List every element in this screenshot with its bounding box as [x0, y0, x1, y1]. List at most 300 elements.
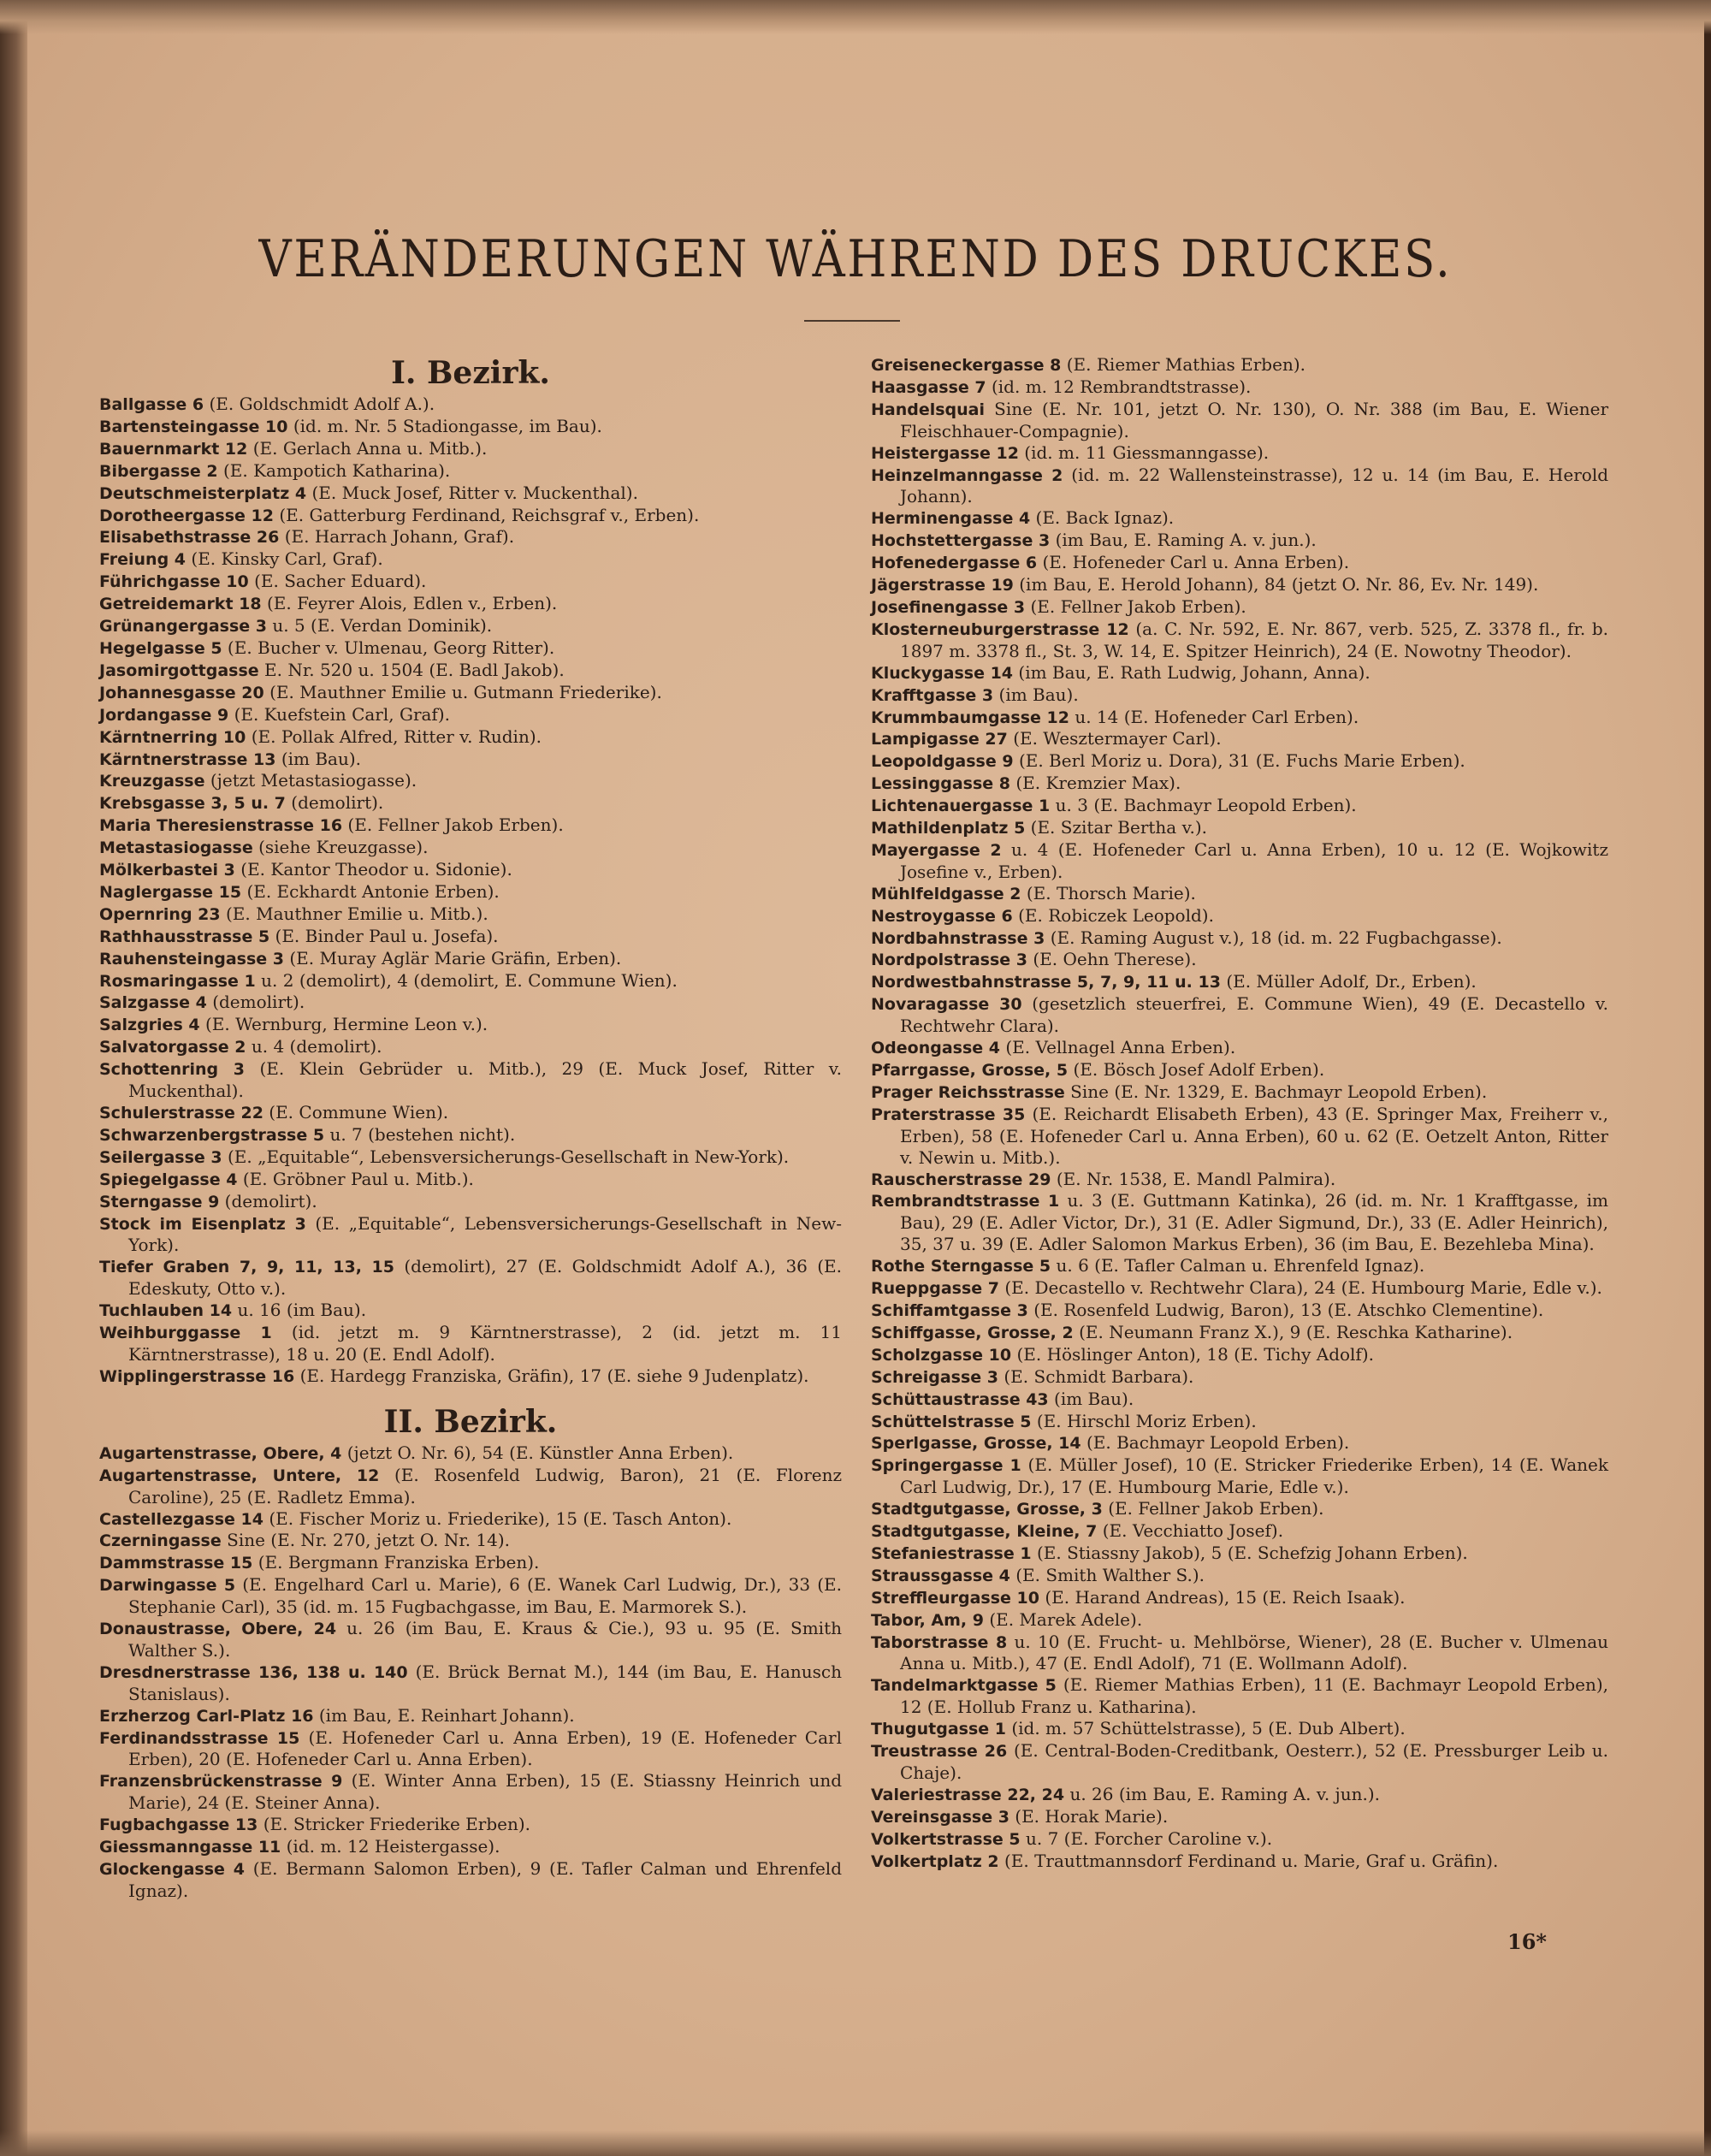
- entry-details: (E. Feyrer Alois, Edlen v., Erben).: [266, 593, 558, 614]
- street-entry: [99, 571, 842, 593]
- street-entry: [871, 1169, 1608, 1191]
- entry-details: (siehe Kreuzgasse).: [258, 837, 429, 858]
- street-entry: [871, 1344, 1608, 1366]
- street-name: Hochstettergasse 3: [871, 531, 1051, 551]
- street-entry: [871, 949, 1608, 971]
- street-name: Lampigasse 27: [871, 730, 1008, 749]
- street-name: Castellezgasse 14: [99, 1509, 263, 1529]
- entry-details: (E. Central-Boden-Creditbank, Oesterr.), 52 (E. Pressburger Leib u. Chaje).: [900, 1740, 1609, 1783]
- street-name: Stadtgutgasse, Grosse, 3: [871, 1500, 1103, 1519]
- street-entry: [99, 1530, 842, 1552]
- street-name: Volkertplatz 2: [871, 1851, 999, 1871]
- street-name: Fugbachgasse 13: [99, 1815, 258, 1835]
- street-entry: [871, 927, 1608, 950]
- entry-details: (E. Stricker Friederike Erben).: [263, 1814, 531, 1835]
- street-entry: [99, 1814, 842, 1836]
- street-entry: [871, 1432, 1608, 1454]
- street-name: Bartensteingasse 10: [99, 417, 288, 436]
- entry-details: u. 16 (im Bau).: [237, 1300, 367, 1321]
- street-name: Jordangasse 9: [99, 705, 229, 725]
- street-name: Thugutgasse 1: [871, 1720, 1006, 1739]
- entry-details: Sine (E. Nr. 270, jetzt O. Nr. 14).: [227, 1530, 511, 1551]
- street-entry: [99, 1014, 842, 1036]
- street-entry: [871, 552, 1608, 574]
- entry-details: (E. Brück Bernat M.), 144 (im Bau, E. Hanusch Stanislaus).: [128, 1661, 843, 1704]
- entry-details: (E. Kuefstein Carl, Graf).: [234, 703, 450, 725]
- street-name: Mayergasse 2: [871, 840, 1002, 860]
- street-entry: [99, 1836, 842, 1858]
- street-name: Seilergasse 3: [99, 1147, 222, 1167]
- entry-details: (E. Kremzier Max).: [1015, 773, 1181, 794]
- entry-details: (E. Harrach Johann, Graf).: [284, 526, 515, 548]
- entry-details: E. Nr. 520 u. 1504 (E. Badl Jakob).: [264, 659, 565, 680]
- street-name: Valeriestrasse 22, 24: [871, 1785, 1065, 1804]
- street-entry: [871, 817, 1608, 839]
- street-name: Rothe Sterngasse 5: [871, 1257, 1051, 1276]
- entry-details: (E. Decastello v. Rechtwehr Clara), 24 (E. Humbourg Marie, Edle v.).: [1004, 1277, 1602, 1299]
- street-name: Kärntnerstrasse 13: [99, 749, 276, 769]
- entry-details: (E. Back Ignaz).: [1035, 507, 1175, 529]
- entry-details: Sine (E. Nr. 101, jetzt O. Nr. 130), O. Nr. 388 (im Bau, E. Wiener Fleischhauer-Compagnie).: [900, 398, 1609, 441]
- street-name: Tandelmarktgasse 5: [871, 1676, 1057, 1696]
- entry-details: (E. Raming August v.), 18 (id. m. 22 Fugbachgasse).: [1050, 927, 1502, 948]
- entry-details: (E. Fischer Moriz u. Friederike), 15 (E. Tasch Anton).: [269, 1507, 732, 1529]
- street-entry: [99, 1465, 842, 1508]
- street-entry: [871, 971, 1608, 993]
- entry-details: (E. Rosenfeld Ludwig, Baron), 13 (E. Atschko Clementine).: [1033, 1299, 1544, 1320]
- entry-details: (id. m. 12 Heistergasse).: [286, 1836, 500, 1857]
- street-list-bezirk-2: [99, 1442, 842, 1902]
- entry-details: (E. Kinsky Carl, Graf).: [191, 548, 383, 570]
- street-name: Volkertstrasse 5: [871, 1829, 1021, 1849]
- street-name: Mühlfeldgasse 2: [871, 884, 1021, 903]
- section-heading-bezirk-2: II. Bezirk.: [383, 1403, 558, 1440]
- street-name: Salzgasse 4: [99, 993, 207, 1013]
- entry-details: (E. Fellner Jakob Erben).: [1030, 595, 1246, 617]
- street-entry: [871, 1632, 1608, 1675]
- entry-details: (E. Harand Andreas), 15 (E. Reich Isaak).: [1045, 1586, 1406, 1608]
- book-binding: [0, 0, 27, 2156]
- street-entry: [99, 1300, 842, 1322]
- street-name: Handelsquai: [871, 400, 986, 419]
- entry-details: (E. Hofeneder Carl u. Anna Erben).: [1042, 552, 1350, 573]
- street-entry: [871, 1037, 1608, 1059]
- street-name: Dorotheergasse 12: [99, 506, 274, 525]
- street-entry: [99, 770, 842, 792]
- entry-details: u. 5 (E. Verdan Dominik).: [272, 615, 493, 637]
- street-entry: [99, 483, 842, 505]
- street-entry: [871, 1389, 1608, 1411]
- street-name: Rueppgasse 7: [871, 1279, 1000, 1299]
- entry-details: (E. Horak Marie).: [1015, 1805, 1169, 1827]
- entry-details: (demolirt).: [212, 992, 305, 1013]
- entry-details: (im Bau).: [281, 748, 361, 769]
- street-entry: [871, 1411, 1608, 1433]
- entry-details: (E. Muck Josef, Ritter v. Muckenthal).: [311, 482, 638, 503]
- street-name: Johannesgasse 20: [99, 683, 264, 702]
- street-entry: [871, 773, 1608, 795]
- entry-details: (E. Trauttmannsdorf Ferdinand u. Marie, Graf u. Gräfin).: [1004, 1850, 1499, 1871]
- title-divider: [804, 320, 900, 322]
- street-name: Schreigasse 3: [871, 1367, 999, 1387]
- entry-details: (E. Smith Walther S.).: [1015, 1564, 1205, 1585]
- street-name: Kluckygasse 14: [871, 663, 1014, 683]
- street-name: Rosmaringasse 1: [99, 971, 256, 991]
- street-entry: [871, 993, 1608, 1037]
- street-entry: [99, 970, 842, 992]
- street-entry: [99, 1191, 842, 1213]
- street-entry: [99, 1365, 842, 1388]
- page-title: VERÄNDERUNGEN WÄHREND DES DRUCKES.: [258, 229, 1453, 289]
- street-entry: [99, 505, 842, 527]
- entry-details: (E. Mauthner Emilie u. Mitb.).: [225, 903, 488, 924]
- street-entry: [99, 926, 842, 948]
- street-entry: [99, 859, 842, 881]
- street-entry: [99, 1102, 842, 1124]
- street-entry: [871, 376, 1608, 399]
- street-name: Springergasse 1: [871, 1456, 1021, 1476]
- street-entry: [871, 442, 1608, 465]
- street-name: Treustrasse 26: [871, 1742, 1008, 1762]
- street-entry: [871, 1454, 1608, 1498]
- street-entry: [99, 1322, 842, 1365]
- street-entry: [871, 530, 1608, 552]
- entry-details: (im Bau).: [1054, 1388, 1134, 1409]
- entry-details: (E. Bachmayr Leopold Erben).: [1086, 1432, 1350, 1454]
- entry-details: (E. Szitar Bertha v.).: [1030, 817, 1208, 838]
- street-entry: [871, 1784, 1608, 1806]
- entry-details: (E. Pollak Alfred, Ritter v. Rudin).: [251, 726, 542, 747]
- entry-details: (E. Oehn Therese).: [1033, 949, 1197, 970]
- street-entry: [99, 704, 842, 726]
- entry-details: (E. Gatterburg Ferdinand, Reichsgraf v., Erben).: [279, 504, 700, 525]
- street-entry: [99, 1169, 842, 1191]
- entry-details: (im Bau, E. Rath Ludwig, Johann, Anna).: [1018, 661, 1371, 683]
- street-name: Heistergasse 12: [871, 443, 1019, 463]
- entry-details: (E. Höslinger Anton), 18 (E. Tichy Adolf).: [1016, 1343, 1374, 1365]
- entry-details: (E. Engelhard Carl u. Marie), 6 (E. Wanek Carl Ludwig, Dr.), 33 (E. Stephanie Carl), 35 (id. m. 15 Fugbachgasse, im Bau, E. Marmorek S.).: [128, 1574, 842, 1618]
- street-name: Augartenstrasse, Untere, 12: [99, 1466, 380, 1485]
- street-entry: [871, 1498, 1608, 1520]
- entry-details: (jetzt O. Nr. 6), 54 (E. Künstler Anna Erben).: [346, 1442, 734, 1463]
- street-name: Jasomirgottgasse: [99, 660, 259, 680]
- street-name: Ballgasse 6: [99, 395, 204, 414]
- street-name: Glockengasse 4: [99, 1860, 246, 1879]
- street-name: Tabor, Am, 9: [871, 1610, 984, 1630]
- street-name: Taborstrasse 8: [871, 1632, 1008, 1652]
- street-name: Kärntnerring 10: [99, 727, 246, 747]
- street-entry: [99, 1213, 842, 1257]
- street-entry: [871, 1806, 1608, 1828]
- street-name: Kreuzgasse: [99, 772, 205, 791]
- street-name: Vereinsgasse 3: [871, 1807, 1009, 1827]
- street-entry: [99, 682, 842, 704]
- street-name: Hegelgasse 5: [99, 638, 222, 658]
- entry-details: (E. Bösch Josef Adolf Erben).: [1073, 1059, 1325, 1080]
- street-entry: [99, 792, 842, 814]
- street-name: Erzherzog Carl-Platz 16: [99, 1706, 314, 1726]
- street-entry: [871, 905, 1608, 927]
- street-entry: [871, 354, 1608, 376]
- entry-details: (E. Wesztermayer Carl).: [1013, 728, 1222, 749]
- street-entry: [99, 1552, 842, 1574]
- street-name: Klosterneuburgerstrasse 12: [871, 619, 1129, 639]
- entry-details: (E. Rosenfeld Ludwig, Baron), 21 (E. Florenz Caroline), 25 (E. Radletz Emma).: [128, 1464, 843, 1507]
- street-entry: [871, 1609, 1608, 1632]
- street-name: Giessmanngasse 11: [99, 1838, 281, 1857]
- street-list-continued: [871, 354, 1608, 1873]
- street-name: Herminengasse 4: [871, 509, 1031, 529]
- entry-details: (E. Bucher v. Ulmenau, Georg Ritter).: [227, 637, 555, 658]
- left-column: [99, 352, 842, 1902]
- street-entry: [99, 438, 842, 460]
- street-entry: [871, 684, 1608, 707]
- street-name: Nordpolstrasse 3: [871, 951, 1028, 970]
- street-entry: [99, 992, 842, 1014]
- street-entry: [871, 1059, 1608, 1081]
- street-entry: [99, 526, 842, 548]
- entry-details: (E. Fellner Jakob Erben).: [1108, 1498, 1324, 1519]
- entry-details: (im Bau).: [998, 684, 1079, 705]
- street-entry: [871, 1300, 1608, 1322]
- street-entry: [871, 1851, 1608, 1873]
- entry-details: (id. m. 57 Schüttelstrasse), 5 (E. Dub Albert).: [1011, 1718, 1406, 1739]
- entry-details: (E. Vellnagel Anna Erben).: [1005, 1037, 1236, 1058]
- street-name: Scholzgasse 10: [871, 1345, 1012, 1365]
- street-entry: [871, 1587, 1608, 1609]
- entry-details: (id. m. 12 Rembrandtstrasse).: [991, 376, 1252, 397]
- street-name: Schulerstrasse 22: [99, 1104, 263, 1122]
- entry-details: (E. Wernburg, Hermine Leon v.).: [204, 1014, 488, 1035]
- street-name: Praterstrasse 35: [871, 1105, 1026, 1124]
- street-entry: [99, 1146, 842, 1169]
- entry-details: (E. Schmidt Barbara).: [1004, 1365, 1194, 1387]
- entry-details: (E. Muray Aglär Marie Gräfin, Erben).: [289, 947, 622, 968]
- street-entry: [99, 1574, 842, 1618]
- entry-details: (E. Commune Wien).: [269, 1102, 449, 1122]
- entry-details: (E. „Equitable“, Lebensversicherungs-Gesellschaft in New-York).: [128, 1212, 842, 1256]
- street-entry: [99, 1124, 842, 1146]
- street-name: Opernring 23: [99, 904, 221, 924]
- street-name: Streffleurgasse 10: [871, 1588, 1039, 1608]
- entry-details: (E. Hardegg Franziska, Gräfin), 17 (E. siehe 9 Judenplatz).: [299, 1365, 809, 1386]
- street-name: Wipplingerstrasse 16: [99, 1366, 295, 1386]
- street-name: Stadtgutgasse, Kleine, 7: [871, 1522, 1098, 1542]
- street-entry: [871, 574, 1608, 596]
- street-name: Sterngasse 9: [99, 1192, 220, 1211]
- street-name: Novaragasse 30: [871, 995, 1022, 1015]
- street-entry: [871, 1718, 1608, 1740]
- street-entry: [99, 948, 842, 970]
- street-entry: [871, 1828, 1608, 1851]
- entry-details: (E. Marek Adele).: [989, 1608, 1143, 1630]
- street-entry: [871, 1104, 1608, 1169]
- street-name: Schiffgasse, Grosse, 2: [871, 1323, 1074, 1342]
- street-name: Elisabethstrasse 26: [99, 528, 280, 548]
- street-name: Getreidemarkt 18: [99, 595, 262, 614]
- right-column: [871, 354, 1608, 1873]
- street-entry: [99, 416, 842, 438]
- street-entry: [99, 1770, 842, 1814]
- page-bottom-edge: [0, 2130, 1711, 2156]
- street-entry: [99, 548, 842, 571]
- entry-details: (E. Eckhardt Antonie Erben).: [246, 880, 500, 902]
- entry-details: (E. Vecchiatto Josef).: [1102, 1520, 1284, 1542]
- entry-details: (E. Müller Josef), 10 (E. Stricker Friederike Erben), 14 (E. Wanek Carl Ludwig, Dr.), 17 (E. Humbourg Marie, Edle v.).: [900, 1454, 1608, 1498]
- page-number: 16*: [1507, 1929, 1547, 1954]
- street-entry: [99, 1618, 842, 1661]
- street-entry: [871, 1674, 1608, 1718]
- street-entry: [871, 750, 1608, 773]
- street-entry: [99, 1661, 842, 1705]
- entry-details: (im Bau, E. Raming A. v. jun.).: [1055, 530, 1317, 551]
- street-entry: [871, 619, 1608, 662]
- street-entry: [99, 394, 842, 416]
- street-entry: [871, 1520, 1608, 1543]
- street-name: Salvatorgasse 2: [99, 1038, 246, 1057]
- street-name: Spiegelgasse 4: [99, 1170, 238, 1189]
- street-entry: [871, 465, 1608, 508]
- entry-details: u. 3 (E. Guttmann Katinka), 26 (id. m. Nr. 1 Krafftgasse, im Bau), 29 (E. Adler Victor, Dr.), 31 (E. Adler Sigmund, Dr.), 33 (E. Adler Heinrich), 35, 37 u. 39 (E. Adler Salomon Markus Erben), 36 (im Bau, E. Bezehleba Mina).: [900, 1190, 1608, 1255]
- entry-details: (demolirt).: [291, 792, 384, 814]
- street-name: Lessinggasse 8: [871, 774, 1011, 794]
- street-name: Lichtenauergasse 1: [871, 797, 1051, 816]
- entry-details: (E. Gerlach Anna u. Mitb.).: [252, 437, 488, 459]
- street-name: Sperlgasse, Grosse, 14: [871, 1434, 1081, 1454]
- entry-details: (E. Riemer Mathias Erben), 11 (E. Bachmayr Leopold Erben), 12 (E. Hollub Franz u. Katharina).: [900, 1674, 1609, 1718]
- entry-details: u. 26 (im Bau, E. Kraus & Cie.), 93 u. 95 (E. Smith Walther S.).: [128, 1618, 843, 1661]
- street-entry: [871, 507, 1608, 530]
- entry-details: (id. m. 11 Giessmanngasse).: [1024, 441, 1270, 463]
- street-entry: [871, 1543, 1608, 1565]
- street-name: Metastasiogasse: [99, 838, 253, 858]
- street-name: Leopoldgasse 9: [871, 752, 1014, 772]
- street-entry: [871, 883, 1608, 905]
- street-name: Nordwestbahnstrasse 5, 7, 9, 11 u. 13: [871, 973, 1221, 992]
- street-entry: [99, 1256, 842, 1300]
- street-entry: [99, 749, 842, 771]
- street-name: Krafftgasse 3: [871, 685, 994, 705]
- street-entry: [99, 814, 842, 837]
- street-name: Dresdnerstrasse 136, 138 u. 140: [99, 1662, 408, 1682]
- street-name: Jägerstrasse 19: [871, 576, 1014, 595]
- street-entry: [871, 1255, 1608, 1277]
- street-name: Franzensbrückenstrasse 9: [99, 1772, 343, 1792]
- street-name: Deutschmeisterplatz 4: [99, 483, 307, 503]
- page-edge: [1704, 0, 1711, 2156]
- street-name: Schiffamtgasse 3: [871, 1300, 1028, 1320]
- street-name: Stock im Eisenplatz 3: [99, 1214, 306, 1234]
- entry-details: (E. Nr. 1538, E. Mandl Palmira).: [1056, 1168, 1336, 1189]
- page-top-edge: [0, 0, 1711, 34]
- street-name: Nestroygasse 6: [871, 906, 1013, 926]
- street-name: Schüttaustrasse 43: [871, 1389, 1049, 1409]
- street-name: Mathildenplatz 5: [871, 819, 1026, 838]
- street-name: Augartenstrasse, Obere, 4: [99, 1443, 342, 1463]
- entry-details: (id. m. Nr. 5 Stadiongasse, im Bau).: [293, 415, 602, 436]
- entry-details: (a. C. Nr. 592, E. Nr. 867, verb. 525, Z. 3378 fl., fr. b. 1897 m. 3378 fl., St. 3, W. 14, E. Spitzer Heinrich), 24 (E. Nowotny Theodor).: [900, 618, 1609, 661]
- street-entry: [871, 1366, 1608, 1389]
- street-name: Heinzelmanngasse 2: [871, 465, 1063, 485]
- entry-details: (E. Mauthner Emilie u. Gutmann Friederike).: [269, 681, 662, 702]
- street-entry: [871, 707, 1608, 729]
- street-name: Prager Reichsstrasse: [871, 1082, 1065, 1102]
- street-name: Tuchlauben 14: [99, 1301, 233, 1321]
- street-entry: [99, 726, 842, 749]
- street-name: Schüttelstrasse 5: [871, 1412, 1032, 1431]
- entry-details: (E. Fellner Jakob Erben).: [347, 814, 564, 836]
- street-name: Ferdinandsstrasse 15: [99, 1728, 300, 1748]
- street-name: Odeongasse 4: [871, 1039, 1000, 1058]
- street-name: Bauernmarkt 12: [99, 439, 248, 459]
- street-name: Salzgries 4: [99, 1016, 200, 1035]
- street-entry: [99, 460, 842, 483]
- section-heading-bezirk-1: I. Bezirk.: [391, 355, 550, 391]
- entry-details: (gesetzlich steuerfrei, E. Commune Wien), 49 (E. Decastello v. Rechtwehr Clara).: [900, 993, 1608, 1037]
- entry-details: (E. Kantor Theodor u. Sidonie).: [240, 859, 512, 880]
- entry-details: (jetzt Metastasiogasse).: [210, 770, 417, 791]
- street-name: Pfarrgasse, Grosse, 5: [871, 1061, 1069, 1080]
- entry-details: u. 2 (demolirt), 4 (demolirt, E. Commune Wien).: [261, 969, 678, 991]
- street-name: Krebsgasse 3, 5 u. 7: [99, 794, 286, 814]
- street-name: Hofenedergasse 6: [871, 554, 1038, 573]
- street-name: Dammstrasse 15: [99, 1554, 253, 1573]
- entry-details: (E. Bermann Salomon Erben), 9 (E. Tafler Calman und Ehrenfeld Ignaz).: [128, 1858, 843, 1901]
- entry-details: (E. Binder Paul u. Josefa).: [275, 925, 499, 946]
- entry-details: u. 4 (demolirt).: [251, 1036, 382, 1057]
- street-entry: [99, 1036, 842, 1058]
- street-entry: [99, 1442, 842, 1465]
- street-name: Bibergasse 2: [99, 461, 218, 481]
- entry-details: (E. „Equitable“, Lebensversicherungs-Gesellschaft in New-York).: [227, 1146, 790, 1167]
- street-entry: [871, 728, 1608, 750]
- street-name: Mölkerbastei 3: [99, 861, 235, 880]
- entry-details: u. 6 (E. Tafler Calman u. Ehrenfeld Ignaz).: [1056, 1255, 1425, 1276]
- street-entry: [871, 1322, 1608, 1344]
- street-name: Rembrandtstrasse 1: [871, 1192, 1060, 1211]
- entry-details: (demolirt), 27 (E. Goldschmidt Adolf A.), 36 (E. Edeskuty, Otto v.).: [128, 1256, 843, 1300]
- entry-details: (id. jetzt m. 9 Kärntnerstrasse), 2 (id. jetzt m. 11 Kärntnerstrasse), 18 u. 20 (E. Endl Adolf).: [128, 1322, 842, 1365]
- street-entry: [871, 1740, 1608, 1784]
- street-name: Maria Theresienstrasse 16: [99, 816, 343, 836]
- street-name: Freiung 4: [99, 550, 186, 570]
- entry-details: (E. Bergmann Franziska Erben).: [258, 1552, 540, 1573]
- street-entry: [99, 615, 842, 637]
- street-entry: [99, 1508, 842, 1531]
- street-name: Greiseneckergasse 8: [871, 356, 1062, 375]
- entry-details: (E. Winter Anna Erben), 15 (E. Stiassny Heinrich und Marie), 24 (E. Steiner Anna).: [128, 1770, 843, 1814]
- street-name: Straussgasse 4: [871, 1566, 1010, 1585]
- entry-details: (E. Goldschmidt Adolf A.).: [209, 394, 435, 414]
- street-entry: [871, 839, 1608, 883]
- entry-details: (E. Hirschl Moriz Erben).: [1036, 1410, 1257, 1431]
- street-name: Czerningasse: [99, 1531, 222, 1551]
- entry-details: (E. Robiczek Leopold).: [1018, 904, 1214, 926]
- entry-details: u. 3 (E. Bachmayr Leopold Erben).: [1055, 795, 1357, 816]
- street-entry: [99, 593, 842, 615]
- entry-details: u. 7 (bestehen nicht).: [329, 1123, 516, 1145]
- entry-details: (E. Neumann Franz X.), 9 (E. Reschka Katharine).: [1079, 1321, 1513, 1342]
- entry-details: (im Bau, E. Herold Johann), 84 (jetzt O. Nr. 86, Ev. Nr. 149).: [1019, 574, 1539, 595]
- street-name: Donaustrasse, Obere, 24: [99, 1620, 337, 1639]
- entry-details: (im Bau, E. Reinhart Johann).: [318, 1704, 575, 1726]
- entry-details: (demolirt).: [224, 1190, 317, 1211]
- street-entry: [99, 837, 842, 859]
- entry-details: (E. Thorsch Marie).: [1026, 882, 1196, 903]
- entry-details: (E. Klein Gebrüder u. Mitb.), 29 (E. Muck Josef, Ritter v. Muckenthal).: [128, 1058, 842, 1102]
- entry-details: (E. Riemer Mathias Erben).: [1066, 354, 1305, 375]
- street-entry: [99, 1727, 842, 1771]
